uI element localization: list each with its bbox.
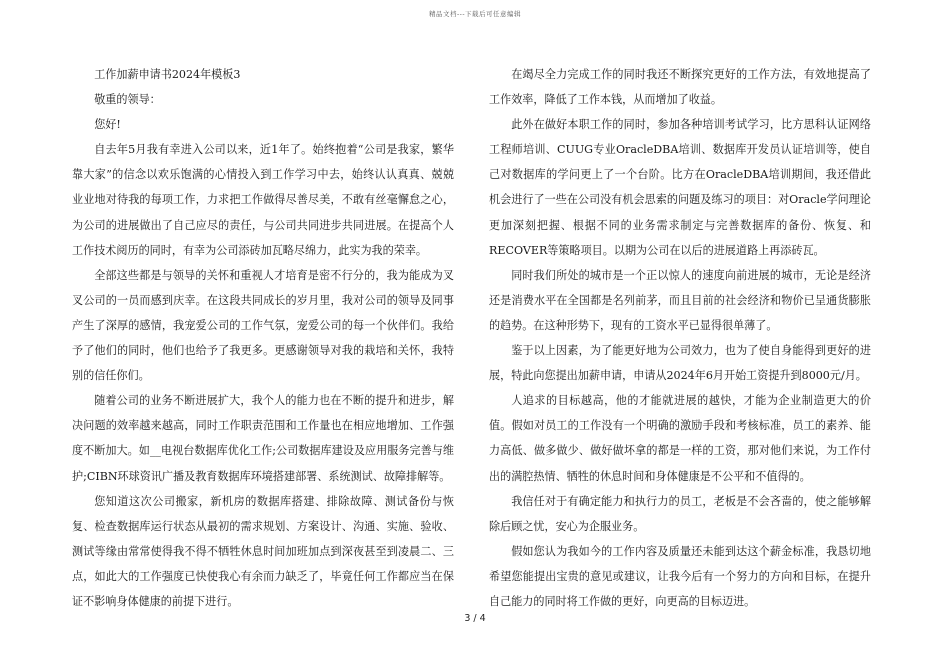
closing-paragraph: 假如您认为我如今的工作内容及质量还未能到达这个薪金标准，我恳切地希望您能提出宝贵的意见或建议，让我今后有一个努力的方向和目标，在提升自己能力的同时将工作做的更好，向更高的目标迈进。 [489, 544, 871, 608]
body-paragraph: 自去年5月我有幸进入公司以来，近1年了。始终抱着“公司是我家，繁华靠大家”的信念以欢乐饱满的心情投入到工作学习中去，始终认认真真、兢兢业业地对待我的每项工作，力求把工作做得尽善尽美，不敢有丝毫懈怠之心，为公司的进展做出了自己应尽的责任，与公司共同进步共同进展。在提高个人工作技术阅历的同时，有幸为公司添砖加瓦略尽绵力，此实为我的荣幸。 [72, 143, 454, 257]
salary-request-paragraph: 鉴于以上因素，为了能更好地为公司效力，也为了使自身能得到更好的进展，特此向您提出加薪申请，申请从2024年6月开始工资提升到8000元/月。 [489, 344, 871, 383]
body-paragraph: 人追求的目标越高，他的才能就进展的越快，才能为企业制造更大的价值。假如对员工的工作没有一个明确的激励手段和考核标准，员工的素养、能力高低、做多做少、做好做坏拿的都是一样的工资，那对他们来说，为工作付出的满腔热情、牺牲的休息时间和身体健康是不公平和不值得的。 [489, 394, 871, 483]
document-title: 工作加薪申请书2024年模板3 [94, 68, 241, 81]
page-number: 3 / 4 [464, 613, 486, 624]
body-paragraph: 在竭尽全力完成工作的同时我还不断探究更好的工作方法，有效地提高了工作效率，降低了工作本钱，从而增加了收益。 [489, 68, 871, 107]
right-text-column [489, 62, 871, 614]
left-text-column [72, 62, 454, 614]
body-paragraph: 随着公司的业务不断进展扩大，我个人的能力也在不断的提升和进步，解决问题的效率越来越高，同时工作职责范围和工作量也在相应地增加、工作强度不断加大。如__电视台数据库优化工作;公司数据库建设及应用服务完善与维护;CIBN环球资讯广播及教育数据库环境搭建部署、系统测试、故障排解等。 [72, 394, 454, 483]
body-paragraph: 您知道这次公司搬家，新机房的数据库搭建、排除故障、测试备份与恢复、检查数据库运行状态从最初的需求规划、方案设计、沟通、实施、验收、测试等缘由常常使得我不得不牺牲休息时间加班加点到深夜甚至到凌晨二、三点，如此大的工作强度已快使我心有余而力缺乏了，毕竟任何工作都应当在保证不影响身体健康的前提下进行。 [72, 494, 454, 608]
body-paragraph: 此外在做好本职工作的同时，参加各种培训考试学习，比方思科认证网络工程师培训、CUUG专业OracleDBA培训、数据库开发员认证培训等，使自己对数据库的学问更上了一个台阶。比方在OracleDBA培训期间，我还借此机会进行了一些在公司没有机会思索的问题及练习的项目：对Oracle学问理论更加深刻把握、根据不同的业务需求制定与完善数据库的备份、恢复、和RECOVER等策略项目。以期为公司在以后的进展道路上再添砖瓦。 [489, 118, 871, 257]
greeting: 您好! [94, 118, 121, 132]
body-paragraph: 我信任对于有确定能力和执行力的员工，老板是不会吝啬的，使之能够解除后顾之忧，安心为企服业务。 [489, 494, 871, 533]
document-header-note: 精品文档---下载后可任意编辑 [428, 10, 522, 18]
salutation: 敬重的领导： [94, 93, 161, 107]
body-paragraph: 全部这些都是与领导的关怀和重视人才培育是密不行分的，我为能成为叉叉公司的一员而感到庆幸。在这段共同成长的岁月里，我对公司的领导及同事产生了深厚的感情，我宠爱公司的工作气氛，宠爱公司的每一个伙伴们。我给予了他们的同时，他们也给予了我更多。更感谢领导对我的栽培和关怀，我特别的信任你们。 [72, 268, 454, 383]
body-paragraph: 同时我们所处的城市是一个正以惊人的速度向前进展的城市，无论是经济还是消费水平在全国都是名列前茅，而且目前的社会经济和物价已呈通货膨胀的趋势。在这种形势下，现有的工资水平已显得很单薄了。 [489, 268, 871, 332]
